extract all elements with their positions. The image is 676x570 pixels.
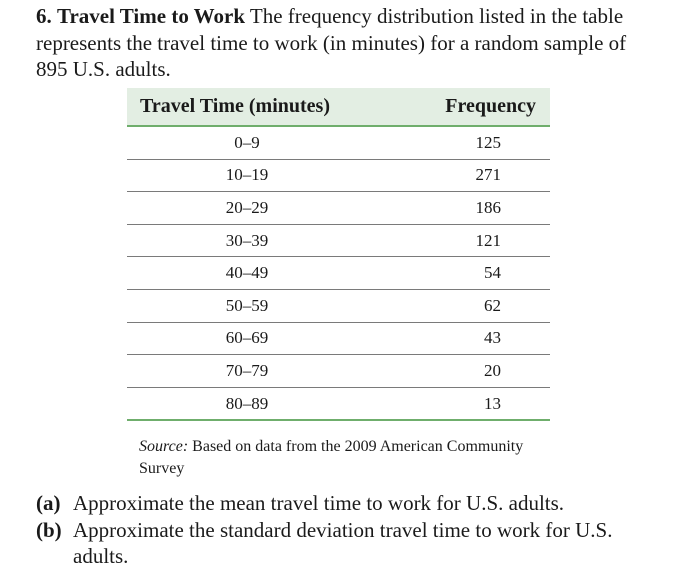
cell-frequency: 54 bbox=[367, 257, 550, 290]
problem-text: The frequency distribution listed in the table represents the travel time to work (in minutes) for a random sample of 895 U.S. adults. bbox=[36, 4, 627, 81]
source-label: Source: bbox=[139, 438, 189, 455]
header-travel-time: Travel Time (minutes) bbox=[127, 88, 367, 126]
cell-frequency: 62 bbox=[367, 289, 550, 322]
question-item bbox=[36, 490, 666, 517]
table-header-row bbox=[127, 88, 550, 126]
table-row bbox=[127, 159, 550, 192]
question-text: Approximate the standard deviation travel time to work for U.S. adults. bbox=[73, 517, 613, 568]
question-label: (a) bbox=[36, 491, 61, 515]
cell-travel-time: 20–29 bbox=[127, 192, 367, 225]
header-frequency: Frequency bbox=[367, 88, 550, 126]
cell-travel-time: 50–59 bbox=[127, 289, 367, 322]
table-row bbox=[127, 126, 550, 159]
cell-frequency: 43 bbox=[367, 322, 550, 355]
cell-travel-time: 0–9 bbox=[127, 126, 367, 159]
cell-travel-time: 10–19 bbox=[127, 159, 367, 192]
cell-travel-time: 70–79 bbox=[127, 355, 367, 388]
cell-frequency: 125 bbox=[367, 126, 550, 159]
cell-frequency: 20 bbox=[367, 355, 550, 388]
table-row bbox=[127, 257, 550, 290]
source-note bbox=[139, 436, 559, 480]
table-row bbox=[127, 322, 550, 355]
question-list bbox=[36, 490, 666, 570]
problem-number: 6. bbox=[36, 4, 52, 28]
table-row bbox=[127, 289, 550, 322]
table-row bbox=[127, 387, 550, 420]
cell-frequency: 13 bbox=[367, 387, 550, 420]
cell-travel-time: 80–89 bbox=[127, 387, 367, 420]
frequency-table bbox=[127, 88, 550, 421]
table-row bbox=[127, 355, 550, 388]
cell-travel-time: 30–39 bbox=[127, 224, 367, 257]
cell-frequency: 121 bbox=[367, 224, 550, 257]
question-label: (b) bbox=[36, 517, 62, 542]
table-row bbox=[127, 224, 550, 257]
source-text: Based on data from the 2009 American Community Survey bbox=[139, 438, 524, 477]
table-row bbox=[127, 192, 550, 225]
cell-travel-time: 60–69 bbox=[127, 322, 367, 355]
problem-statement bbox=[36, 3, 656, 83]
cell-travel-time: 40–49 bbox=[127, 257, 367, 290]
question-item bbox=[36, 517, 666, 570]
cell-frequency: 186 bbox=[367, 192, 550, 225]
cell-frequency: 271 bbox=[367, 159, 550, 192]
problem-title: Travel Time to Work bbox=[57, 4, 246, 28]
question-text: Approximate the mean travel time to work for U.S. adults. bbox=[73, 491, 565, 515]
